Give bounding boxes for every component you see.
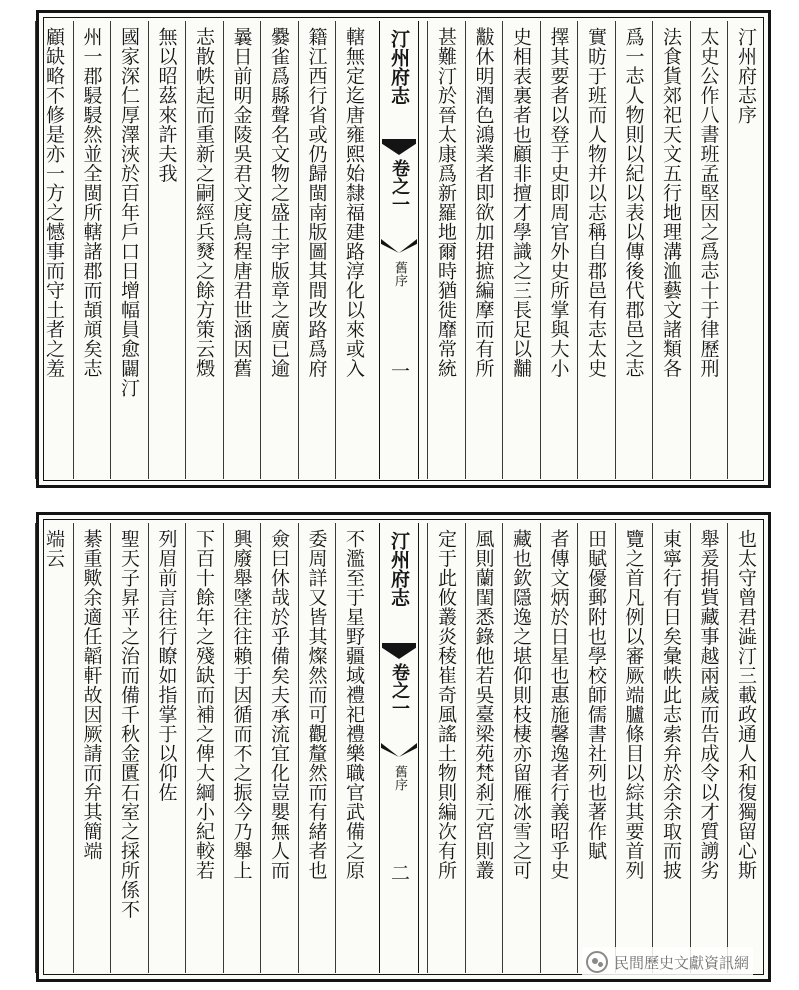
wechat-icon <box>586 951 608 973</box>
top-spine-page-number: 一 <box>388 361 410 380</box>
column-rule <box>652 21 653 479</box>
bottom-spine-page-number: 二 <box>388 863 410 882</box>
bottom-fishtail-upper <box>382 643 416 659</box>
column-rule <box>35 21 36 479</box>
column-rule <box>502 21 503 479</box>
column-rule <box>298 523 299 973</box>
column-rule <box>690 21 691 479</box>
text-column: 東寧行有日矣彙帙此志索弁於余余取而披 <box>660 529 682 880</box>
text-column: 興廢舉墜往往賴于因循而不之振今乃舉上 <box>230 529 253 880</box>
text-column: 藏也欽隱逸之堪仰則枝棲亦留雁冰雪之可 <box>510 529 532 880</box>
top-spine-section: 舊序 <box>392 261 407 287</box>
column-rule <box>540 21 541 479</box>
text-column: 擇其要者以登于史即周官外史所掌與大小 <box>547 27 570 378</box>
column-rule <box>185 21 186 479</box>
top-page <box>36 10 771 488</box>
bottom-fishtail-lower <box>381 743 417 757</box>
column-rule <box>615 21 616 479</box>
column-rule <box>615 523 616 973</box>
top-spine <box>379 21 419 479</box>
column-rule <box>35 523 36 973</box>
column-rule <box>148 21 149 479</box>
column-rule <box>260 523 261 973</box>
column-rule <box>298 21 299 479</box>
text-column: 田賦優郵附也學校師儒書社列也著作賦 <box>585 529 607 861</box>
column-rule <box>148 523 149 973</box>
watermark <box>582 947 753 977</box>
column-rule <box>727 21 728 479</box>
text-column: 不濫至于星野疆域禮祀禮樂職官武備之原 <box>343 529 365 880</box>
text-column: 太史公作八書班孟堅因之爲志十于律歷刑 <box>697 27 720 378</box>
bottom-spine-juan: 卷之一 <box>389 663 410 717</box>
top-fishtail-lower <box>381 239 417 253</box>
text-column: 覽之首凡例以審厥端臚條目以綜其要首列 <box>622 529 645 880</box>
column-rule <box>110 21 111 479</box>
text-column: 風則蘭閨悉錄他若吳臺梁苑梵刹元宮則叢 <box>472 529 495 880</box>
text-column: 僉曰休哉於乎備矣夫承流宜化豈嬰無人而 <box>268 529 290 880</box>
top-fishtail-upper <box>382 139 416 155</box>
text-column: 顧缺略不修是亦一方之憾事而守土者之羞 <box>43 27 65 378</box>
text-column: 甚難汀於晉太康爲新羅地爾時猶徙靡常統 <box>435 27 457 378</box>
text-column: 籍江西行省或仍歸閩南版圖其間改路爲府 <box>305 27 328 378</box>
column-rule <box>727 523 728 973</box>
column-rule <box>73 523 74 973</box>
text-column: 汀州府志序 <box>735 27 757 125</box>
column-rule <box>335 21 336 479</box>
text-column: 轄無定迄唐雍熙始隸福建路淳化以來或入 <box>343 27 365 378</box>
bottom-spine-section: 舊序 <box>392 765 407 791</box>
text-column: 端云 <box>43 529 65 568</box>
text-column: 曩日前明金陵吳君文度鳥程唐君世涵因舊 <box>230 27 253 378</box>
text-column: 無以昭茲來許夫我 <box>155 27 178 183</box>
text-column: 委周詳又皆其燦然而可觀釐然而有緒者也 <box>305 529 328 880</box>
text-column: 法食貨郊祀天文五行地理溝洫藝文諸類各 <box>660 27 682 378</box>
bottom-spine <box>379 523 419 973</box>
text-column: 綦重歟余適任韜軒故因厥請而弁其簡端 <box>80 529 103 861</box>
text-column: 下百十餘年之殘缺而補之俾大綱小紀較若 <box>193 529 215 880</box>
column-rule <box>465 523 466 973</box>
bottom-spine-title: 汀州府志 <box>388 531 410 607</box>
column-rule <box>427 21 428 479</box>
column-rule <box>185 523 186 973</box>
text-column: 者傳文炳於日星也惠施馨逸者行義昭乎史 <box>547 529 570 880</box>
top-spine-juan: 卷之一 <box>389 159 410 213</box>
column-rule <box>427 523 428 973</box>
text-column: 州一郡駸駸然並全閩所轄諸郡而頡頏矣志 <box>80 27 103 378</box>
column-rule <box>652 523 653 973</box>
column-rule <box>335 523 336 973</box>
text-column: 黻休明潤色鴻業者即欲加捃摭編摩而有所 <box>472 27 495 378</box>
text-column: 爨雀爲縣聲名文物之盛土宇版章之廣已逾 <box>268 27 290 378</box>
column-rule <box>502 523 503 973</box>
text-column: 列眉前言往行瞭如指掌于以仰佐 <box>155 529 178 802</box>
column-rule <box>577 523 578 973</box>
text-column: 國家深仁厚澤浹於百年戶口日增幅員愈闢汀 <box>118 27 140 398</box>
text-column: 實昉于班而人物并以志稱自郡邑有志太史 <box>585 27 607 378</box>
column-rule <box>110 523 111 973</box>
column-rule <box>465 21 466 479</box>
text-column: 聖天子昇平之治而備千秋金匱石室之採所係不 <box>118 529 140 919</box>
top-spine-title: 汀州府志 <box>388 29 410 105</box>
column-rule <box>690 523 691 973</box>
watermark-text: 民間歷史文獻資訊網 <box>614 953 750 972</box>
column-rule <box>223 21 224 479</box>
text-column: 爲一志人物則以紀以表以傳後代郡邑之志 <box>622 27 645 378</box>
column-rule <box>260 21 261 479</box>
bottom-page <box>36 512 771 982</box>
text-column: 志散帙起而重新之嗣經兵燹之餘方策云燬 <box>193 27 215 378</box>
column-rule <box>223 523 224 973</box>
column-rule <box>540 523 541 973</box>
column-rule <box>73 21 74 479</box>
text-column: 也太守曾君澁汀三載政通人和復獨留心斯 <box>735 529 757 880</box>
text-column: 史相表裏者也顧非擅才學識之三長足以黼 <box>510 27 532 378</box>
text-column: 定于此攸叢炎稜崔奇風謠土物則編次有所 <box>435 529 457 880</box>
text-column: 舉爰捐貲藏事越兩歲而告成令以才質謭劣 <box>697 529 720 880</box>
column-rule <box>577 21 578 479</box>
